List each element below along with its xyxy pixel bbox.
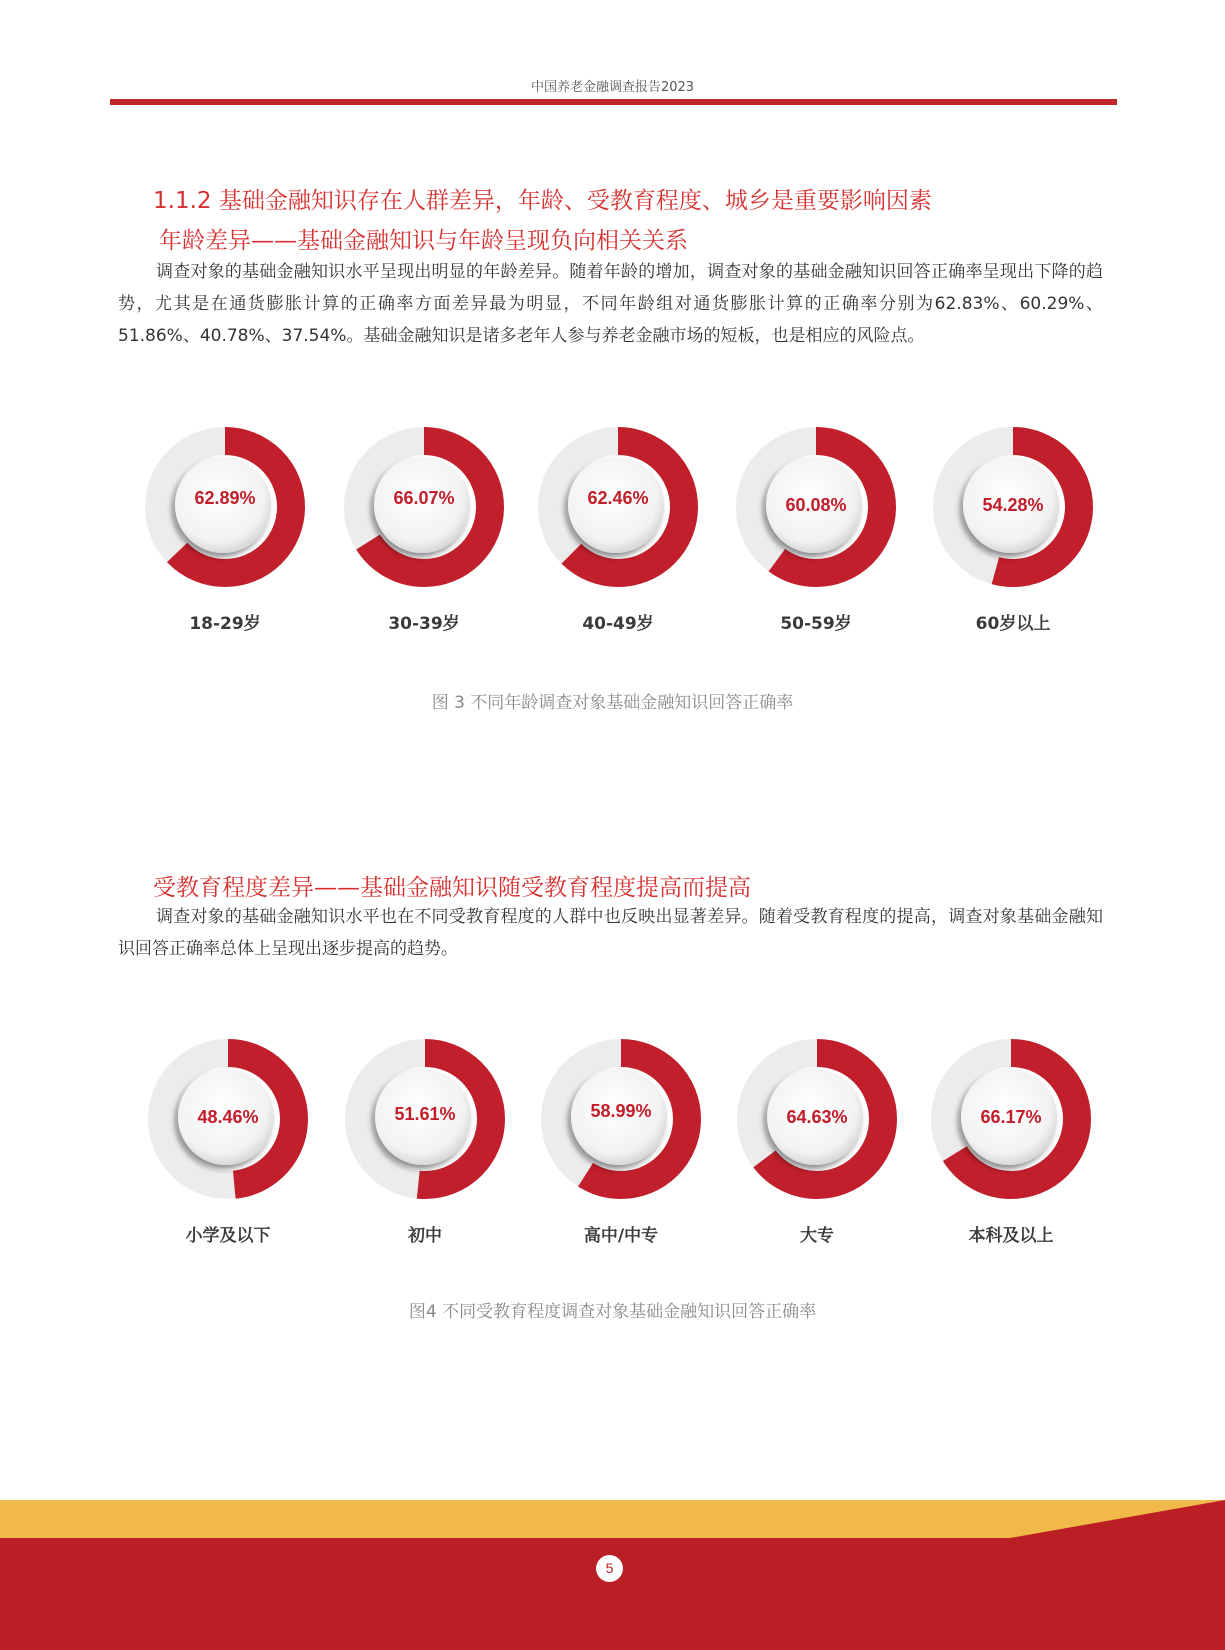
age-paragraph: 调查对象的基础金融知识水平呈现出明显的年龄差异。随着年龄的增加，调查对象的基础金融知识回答正确率呈现出下降的趋势，尤其是在通货膨胀计算的正确率方面差异最为明显，不同年龄组对通货膨胀计算的正确率分别为62.83%、60.29%、51.86%、40.78%、37.54%。基础金融知识是诸多老年人参与养老金融市场的短板，也是相应的风险点。 — [118, 262, 1103, 346]
donut-value-label: 58.99% — [590, 1101, 652, 1121]
donut-category-label: 大专 — [800, 1226, 834, 1246]
donut-category-label: 60岁以上 — [975, 614, 1051, 634]
donut-category-label: 18-29岁 — [189, 614, 261, 634]
education-paragraph: 调查对象的基础金融知识水平也在不同受教育程度的人群中也反映出显著差异。随着受教育程度的提高，调查对象基础金融知识回答正确率总体上呈现出逐步提高的趋势。 — [118, 907, 1103, 959]
donut-category-label: 本科及以上 — [968, 1226, 1054, 1246]
donut-category-label: 小学及以下 — [185, 1226, 271, 1246]
donut-ring — [931, 425, 1095, 634]
donut-value-label: 54.28% — [982, 495, 1044, 515]
donut-ring — [143, 425, 307, 634]
age-subtitle: 年龄差异——基础金融知识与年龄呈现负向相关关系 — [159, 228, 688, 254]
donut-ring — [343, 1037, 507, 1246]
donut-category-label: 50-59岁 — [780, 614, 852, 634]
education-figure-caption: 图4 不同受教育程度调查对象基础金融知识回答正确率 — [408, 1302, 817, 1322]
donut-value-label: 51.61% — [394, 1104, 456, 1124]
education-subtitle: 受教育程度差异——基础金融知识随受教育程度提高而提高 — [153, 875, 751, 901]
section-title: 1.1.2 基础金融知识存在人群差异，年龄、受教育程度、城乡是重要影响因素 — [153, 188, 932, 214]
donut-ring — [929, 1037, 1093, 1246]
header-rule — [110, 99, 1117, 105]
donut-ring — [342, 425, 506, 634]
donut-value-label: 64.63% — [786, 1107, 848, 1127]
donut-category-label: 30-39岁 — [388, 614, 460, 634]
donut-ring — [539, 1037, 703, 1246]
donut-value-label: 66.07% — [393, 488, 455, 508]
age-donut-chart — [0, 425, 1225, 655]
education-donut-chart — [0, 1037, 1225, 1267]
donut-ring — [734, 425, 898, 634]
donut-ring — [536, 425, 700, 634]
donut-value-label: 62.46% — [587, 488, 649, 508]
page-number: 5 — [596, 1555, 623, 1582]
running-header: 中国养老金融调查报告2023 — [530, 80, 695, 95]
footer-band — [0, 1500, 1225, 1650]
donut-ring — [735, 1037, 899, 1246]
donut-value-label: 60.08% — [785, 495, 847, 515]
donut-value-label: 62.89% — [194, 488, 256, 508]
donut-ring — [146, 1037, 310, 1246]
donut-category-label: 高中/中专 — [583, 1226, 659, 1246]
donut-value-label: 66.17% — [980, 1107, 1042, 1127]
donut-category-label: 初中 — [408, 1226, 442, 1246]
age-figure-caption: 图 3 不同年龄调查对象基础金融知识回答正确率 — [431, 693, 794, 713]
donut-category-label: 40-49岁 — [582, 614, 654, 634]
donut-value-label: 48.46% — [197, 1107, 259, 1127]
